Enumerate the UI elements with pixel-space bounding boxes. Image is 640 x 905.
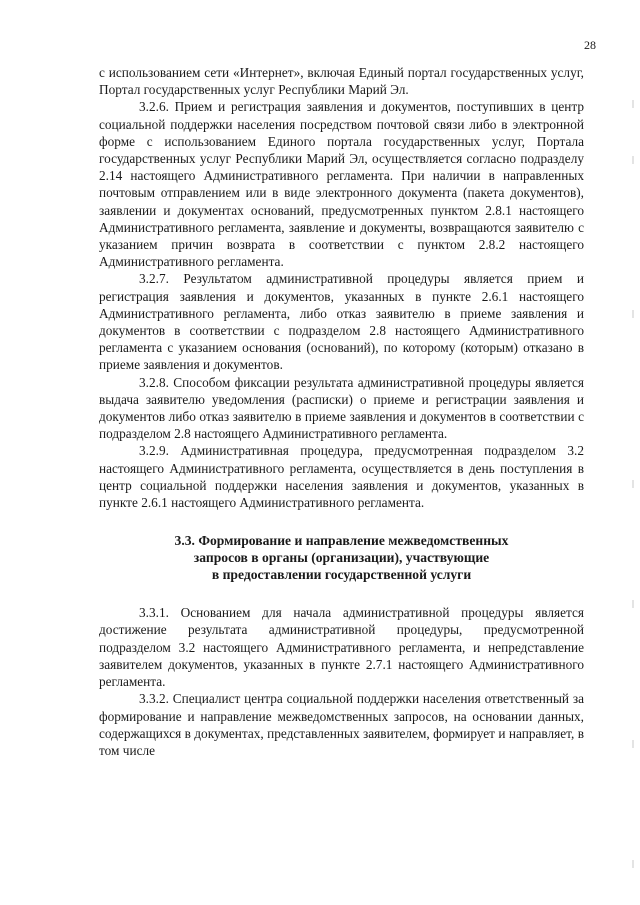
scan-mark xyxy=(632,600,634,608)
paragraph-3-2-7: 3.2.7. Результатом административной процедуры является прием и регистрация заявления и документов, указанных в пункте 2.6.1 настоящего Административного регламента, либо отказ заявителю в приеме заявления и документов в соответствии с подразделом 2.8 настоящего Административного регламента с указанием основания (оснований), по которому (которым) отказано в приеме заявления и документов. xyxy=(99,271,584,373)
scan-mark xyxy=(632,310,634,318)
paragraph-3-3-1: 3.3.1. Основанием для начала административной процедуры является достижение результата административной процедуры, предусмотренной подразделом 3.2 настоящего Административного регламента, и непредставление заявителем документов, указанных в пункте 2.7.1 настоящего Административного регламента. xyxy=(99,605,584,690)
section-heading-3-3 xyxy=(99,532,584,583)
paragraph-3-2-6: 3.2.6. Прием и регистрация заявления и документов, поступивших в центр социальной поддержки населения посредством почтовой связи либо в электронной форме с использованием Единого портала государственных услуг, Портала государственных услуг Республики Марий Эл, осуществляется согласно подразделу 2.14 настоящего Административного регламента. При наличии в направленных почтовым отправлением или в виде электронного документа (пакета документов), заявлении и документах оснований, предусмотренных пунктом 2.8.1 настоящего Административного регламента, заявление и документы, возвращаются заявителю с указанием причин возврата в соответствии с пунктом 2.8.2 настоящего Административного регламента. xyxy=(99,99,584,270)
page-number: 28 xyxy=(584,38,596,52)
document-body xyxy=(99,64,584,759)
scan-mark xyxy=(632,860,634,868)
heading-line-1: 3.3. Формирование и направление межведомственных xyxy=(174,533,509,549)
paragraph-3-2-8: 3.2.8. Способом фиксации результата административной процедуры является выдача заявителю уведомления (расписки) о приеме и регистрации заявления и документов либо отказ заявителю в приеме заявления и документов в соответствии с подразделом 2.8 настоящего Административного регламента. xyxy=(99,374,584,442)
scan-edge-marks xyxy=(630,100,634,880)
scan-mark xyxy=(632,156,634,164)
scan-mark xyxy=(632,740,634,748)
paragraph-3-2-9: 3.2.9. Административная процедура, предусмотренная подразделом 3.2 настоящего Административного регламента, осуществляется в день поступления в центр социальной поддержки населения заявления и документов, указанных в пункте 2.6.1 настоящего Административного регламента. xyxy=(99,443,584,511)
paragraph-3-3-2: 3.3.2. Специалист центра социальной поддержки населения ответственный за формирование и направление межведомственных запросов, на основании данных, содержащихся в документах, представленных заявителем, формирует и направляет, в том числе xyxy=(99,691,584,758)
scan-mark xyxy=(632,480,634,488)
heading-line-2: запросов в органы (организации), участвующие xyxy=(193,550,490,566)
scan-mark xyxy=(632,100,634,108)
heading-line-3: в предоставлении государственной услуги xyxy=(211,567,472,583)
paragraph-continuation: с использованием сети «Интернет», включая Единый портал государственных услуг, Портал государственных услуг Республики Марий Эл. xyxy=(99,65,584,98)
